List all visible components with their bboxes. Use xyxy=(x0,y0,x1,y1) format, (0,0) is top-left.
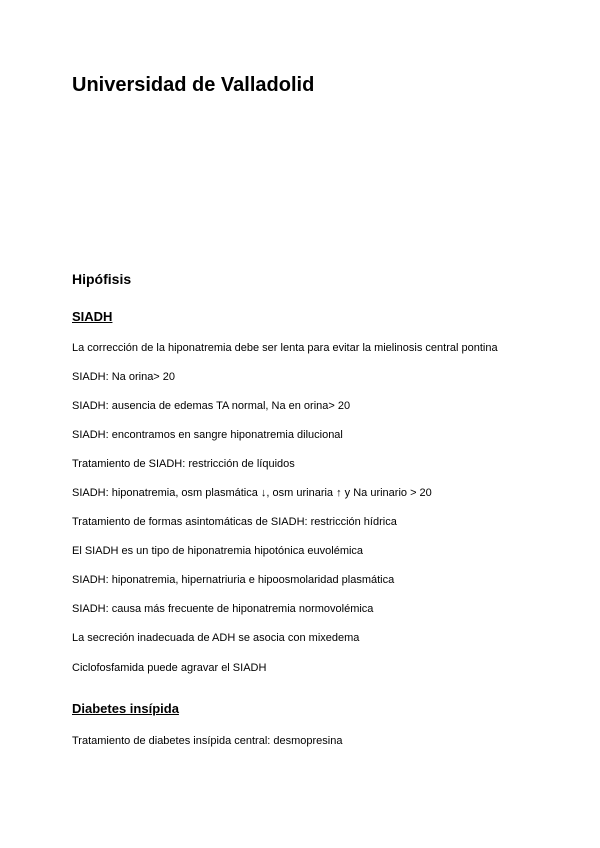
text-line: SIADH: ausencia de edemas TA normal, Na en orina> 20 xyxy=(72,400,351,412)
text-line: El SIADH es un tipo de hiponatremia hipotónica euvolémica xyxy=(72,545,364,557)
document-title: Universidad de Valladolid xyxy=(72,74,315,96)
text-line: SIADH: hiponatremia, hipernatriuria e hipoosmolaridad plasmática xyxy=(72,574,395,586)
text-line: Ciclofosfamida puede agravar el SIADH xyxy=(72,662,267,674)
text-line: Tratamiento de SIADH: restricción de líquidos xyxy=(72,458,295,470)
text-line: La secreción inadecuada de ADH se asocia con mixedema xyxy=(72,632,360,644)
text-line: SIADH: encontramos en sangre hiponatremia dilucional xyxy=(72,429,343,441)
text-line: SIADH: Na orina> 20 xyxy=(72,371,176,383)
section-title: Hipófisis xyxy=(72,271,132,287)
text-line: SIADH: hiponatremia, osm plasmática ↓, osm urinaria ↑ y Na urinario > 20 xyxy=(72,487,432,499)
text-line: Tratamiento de formas asintomáticas de SIADH: restricción hídrica xyxy=(72,516,397,528)
subsection-heading-diabetes-insipida: Diabetes insípida xyxy=(72,701,179,716)
subsection-heading-siadh: SIADH xyxy=(72,309,113,324)
text-line: La corrección de la hiponatremia debe ser lenta para evitar la mielinosis central pontina xyxy=(72,342,498,354)
text-line: Tratamiento de diabetes insípida central: desmopresina xyxy=(72,735,343,747)
text-line: SIADH: causa más frecuente de hiponatremia normovolémica xyxy=(72,603,374,615)
